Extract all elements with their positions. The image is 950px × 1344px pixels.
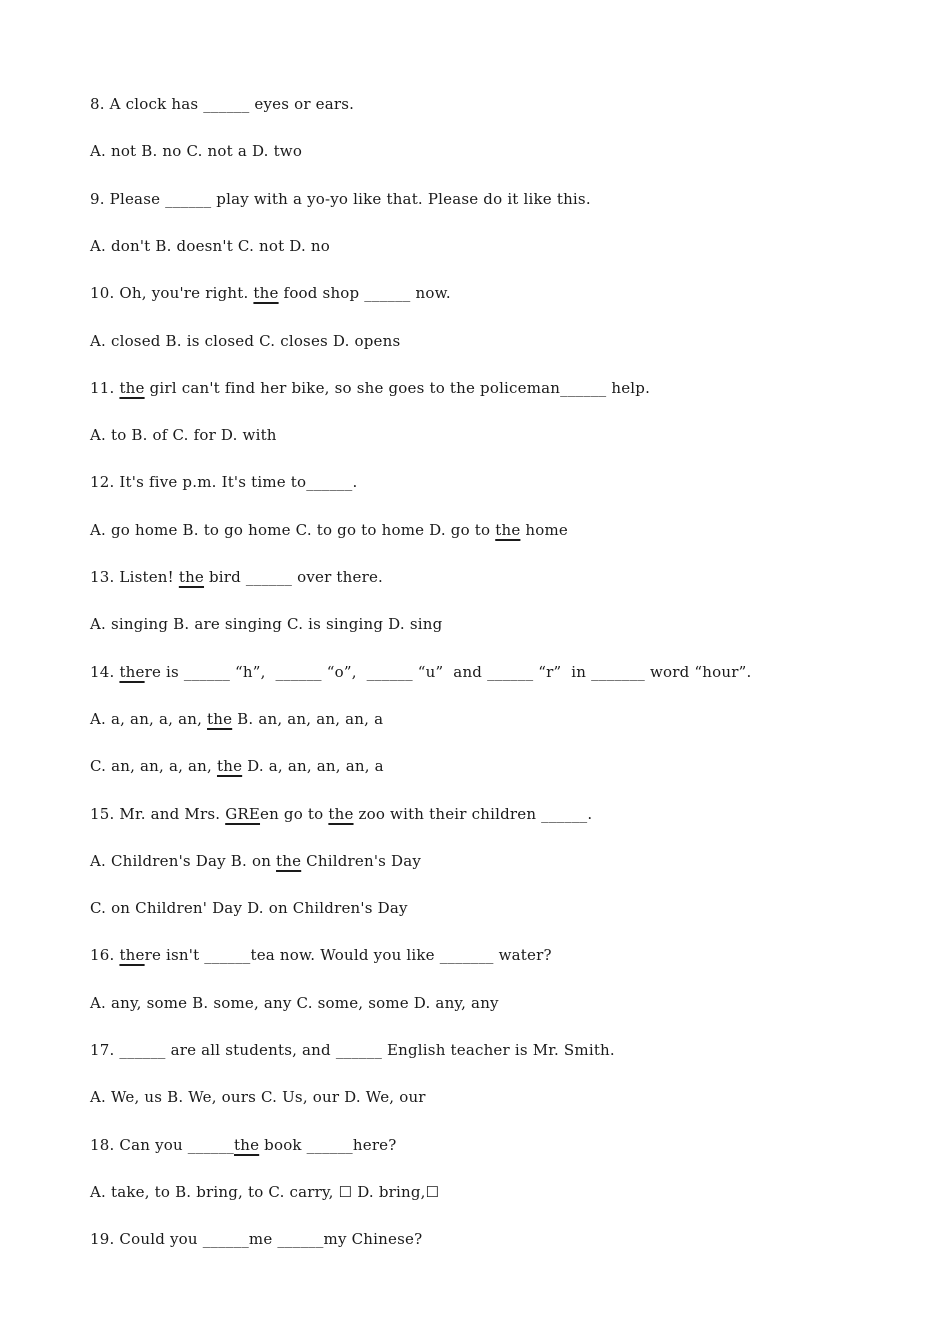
question-line: [90, 756, 384, 776]
underlined-text: the: [207, 709, 233, 728]
text-segment: 8. A clock has ______ eyes or ears.: [90, 95, 355, 113]
text-segment: Children's Day: [301, 851, 422, 870]
text-segment: 18. Can you ______: [90, 1135, 235, 1154]
text-segment: zoo with their children ______.: [353, 804, 593, 823]
underlined-text: the: [276, 851, 302, 870]
question-line: [90, 851, 421, 871]
text-segment: en go to: [260, 804, 329, 823]
options-line: [90, 804, 592, 824]
options-line: [90, 898, 408, 918]
question-line: [90, 94, 354, 114]
options-line: [90, 709, 383, 729]
options-line: [90, 614, 442, 634]
options-line: [90, 425, 277, 445]
text-segment: girl can't find her bike, so she goes to the policeman______ help.: [144, 378, 651, 397]
text-segment: bird ______ over there.: [204, 568, 383, 586]
text-segment: A. go home B. to go home C. to go to home D. go to: [90, 520, 496, 539]
text-segment: book ______here?: [259, 1135, 397, 1154]
text-segment: 11.: [90, 378, 120, 397]
question-line: [90, 1040, 615, 1060]
text-segment: A. closed B. is closed C. closes D. opens: [90, 331, 401, 350]
options-line: [90, 1182, 439, 1202]
text-segment: 10. Oh, you're right.: [90, 284, 254, 303]
text-segment: C. on Children' Day D. on Children's Day: [90, 899, 408, 918]
text-segment: A. not B. no C. not a D. two: [90, 142, 303, 161]
text-segment: A. any, some B. some, any C. some, some D. any, any: [90, 993, 499, 1012]
options-line: [90, 236, 330, 256]
options-line: [90, 993, 499, 1013]
text-segment: A. We, us B. We, ours C. Us, our D. We, our: [90, 1088, 426, 1107]
text-segment: D. a, an, an, an, a: [242, 757, 384, 776]
question-line: [90, 189, 591, 209]
underlined-text: the: [119, 662, 145, 681]
text-segment: 13. Listen!: [90, 568, 179, 586]
text-segment: A. to B. of C. for D. with: [90, 426, 277, 445]
text-segment: A. singing B. are singing C. is singing D. sing: [90, 615, 443, 634]
text-segment: A. Children's Day B. on: [90, 851, 277, 870]
text-segment: A. don't B. doesn't C. not D. no: [90, 236, 331, 255]
question-line: [90, 1229, 422, 1249]
underlined-text: GRE: [225, 804, 261, 823]
underlined-text: the: [216, 757, 243, 776]
text-segment: 19. Could you ______me ______my Chinese?: [90, 1230, 423, 1249]
text-segment: home: [520, 520, 568, 539]
text-segment: A. a, an, a, an,: [90, 709, 208, 728]
question-line: [90, 472, 357, 492]
underlined-text: the: [253, 284, 279, 303]
options-line: [90, 520, 568, 540]
question-line: [90, 567, 383, 587]
text-segment: 12. It's five p.m. It's time to______.: [90, 473, 358, 492]
text-segment: 16.: [90, 946, 120, 965]
text-segment: 17. ______ are all students, and ______ English teacher is Mr. Smith.: [90, 1041, 615, 1059]
question-line: [90, 378, 650, 398]
underlined-text: the: [328, 804, 354, 823]
text-segment: A. take, to B. bring, to C. carry, ☐ D. bring,☐: [90, 1182, 440, 1201]
underlined-text: the: [119, 946, 145, 965]
text-segment: C. an, an, a, an,: [90, 757, 217, 776]
underlined-text: the: [234, 1135, 260, 1154]
underlined-text: the: [119, 378, 145, 397]
text-segment: 14.: [90, 662, 120, 681]
underlined-text: the: [178, 568, 205, 586]
text-segment: 15. Mr. and Mrs.: [90, 804, 226, 823]
options-line: [90, 1087, 426, 1107]
question-line: [90, 283, 451, 303]
text-segment: re isn't ______tea now. Would you like _______ water?: [144, 946, 552, 965]
underlined-text: the: [495, 520, 521, 539]
question-line: [90, 945, 552, 965]
options-line: [90, 141, 302, 161]
options-line: [90, 331, 400, 351]
text-segment: re is ______ “h”, ______ “o”, ______ “u” and ______ “r” in _______ word “hour”.: [144, 662, 752, 681]
question-line: [90, 662, 751, 682]
question-line: [90, 1135, 397, 1155]
text-segment: food shop ______ now.: [278, 284, 451, 303]
text-segment: 9. Please ______ play with a yo-yo like that. Please do it like this.: [90, 189, 591, 208]
text-segment: B. an, an, an, an, a: [232, 709, 384, 728]
